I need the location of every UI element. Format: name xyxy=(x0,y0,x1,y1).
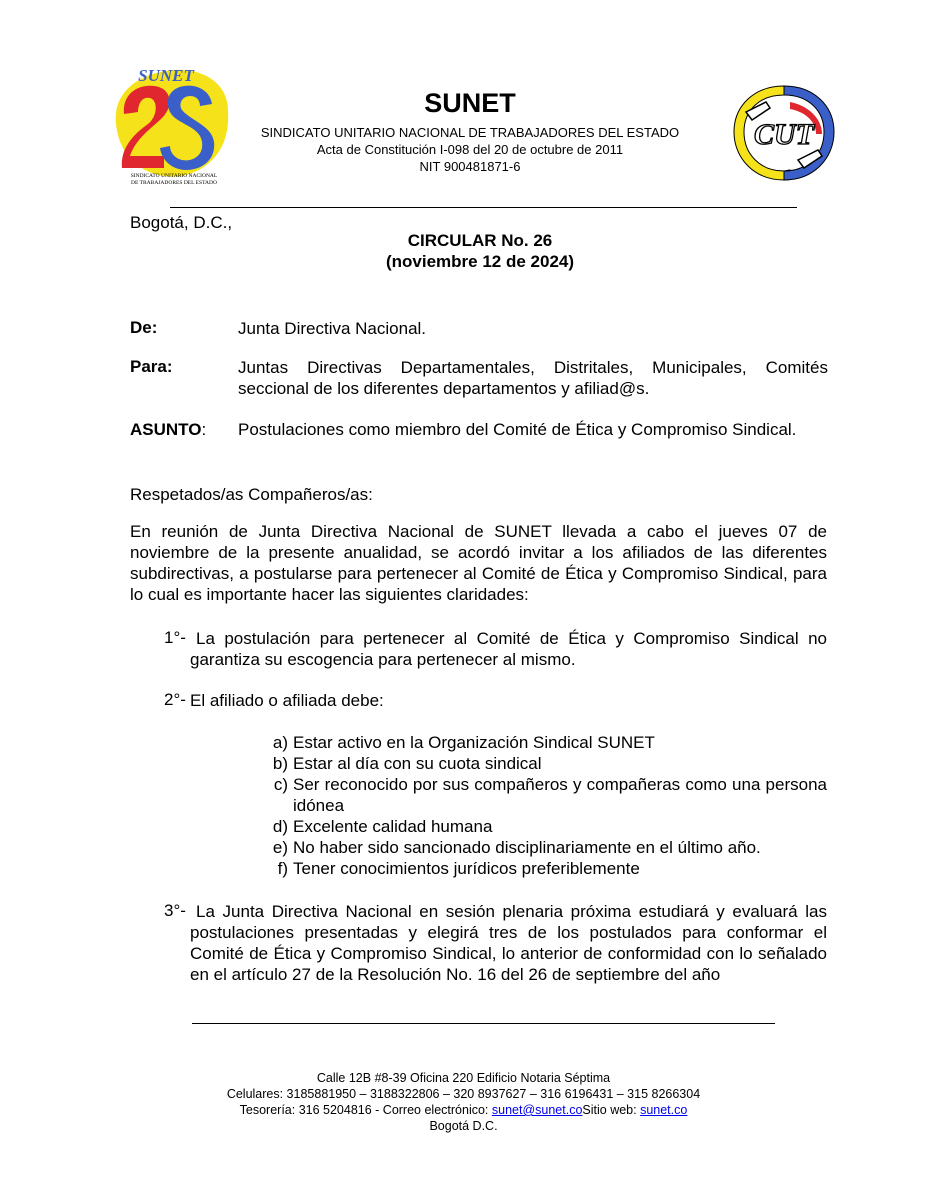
intro-paragraph: En reunión de Junta Directiva Nacional de SUNET llevada a cabo el jueves 07 de noviembre de la presente anualidad, se acordó invitar a los afiliados de las diferentes subdirectivas, a postularse para pertenecer al Comité de Ética y Compromiso Sindical, para lo cual es importante hacer las siguientes claridades: xyxy=(130,522,827,604)
list-item: Ser reconocido por sus compañeros y compañeras como una persona idónea xyxy=(293,775,827,815)
list-letter: f) xyxy=(277,859,288,878)
to-value: Juntas Directivas Departamentales, Distritales, Municipales, Comités seccional de los diferentes departamentos y afiliad@s. xyxy=(238,358,828,398)
list-letter: e) xyxy=(272,838,288,857)
subject-label xyxy=(130,419,206,440)
point-number: 3°- xyxy=(164,901,186,920)
circular-date: (noviembre 12 de 2024) xyxy=(385,252,575,271)
sunet-logo xyxy=(104,64,234,188)
list-letter: a) xyxy=(272,733,288,752)
list-letter: c) xyxy=(273,775,288,794)
point-text: La postulación para pertenecer al Comité de Ética y Compromiso Sindical no garantiza su escogencia para pertenecer al mismo. xyxy=(190,629,827,669)
org-fullname: SINDICATO UNITARIO NACIONAL DE TRABAJADORES DEL ESTADO xyxy=(260,125,680,140)
list-item: Estar al día con su cuota sindical xyxy=(293,754,542,773)
header-divider xyxy=(170,207,797,208)
list-letter: b) xyxy=(272,754,288,773)
footer-city: Bogotá D.C. xyxy=(429,1119,498,1133)
treasury-text: Tesorería: 316 5204816 - Correo electrónico: xyxy=(239,1103,492,1117)
from-label: De: xyxy=(130,318,158,337)
point-text: El afiliado o afiliada debe: xyxy=(190,691,384,710)
email-link[interactable]: sunet@sunet.co xyxy=(491,1103,583,1117)
footer-divider xyxy=(192,1023,775,1024)
point-number: 2°- xyxy=(164,690,186,709)
to-label: Para: xyxy=(130,357,173,376)
logo-wordmark: SUNET xyxy=(138,66,194,85)
place: Bogotá, D.C., xyxy=(130,213,233,232)
site-label: Sitio web: xyxy=(582,1103,641,1117)
list-letter: d) xyxy=(272,817,288,836)
list-item: Estar activo en la Organización Sindical SUNET xyxy=(293,733,655,752)
point-text: La Junta Directiva Nacional en sesión plenaria próxima estudiará y evaluará las postulaciones presentadas y elegirá tres de los postulados para conformar el Comité de Ética y Compromiso Sindical, lo anterior de conformidad con lo señalado en el artículo 27 de la Resolución No. 16 del 26 de septiembre del año xyxy=(190,902,827,984)
footer-address: Calle 12B #8-39 Oficina 220 Edificio Notaria Séptima xyxy=(316,1071,611,1085)
org-nit: NIT 900481871-6 xyxy=(419,159,521,174)
website-link[interactable]: sunet.co xyxy=(640,1103,688,1117)
cut-logo xyxy=(726,82,842,184)
list-item: No haber sido sancionado disciplinariamente en el último año. xyxy=(293,838,761,857)
from-value: Junta Directiva Nacional. xyxy=(238,319,427,338)
org-title: SUNET xyxy=(424,88,516,118)
subject-label-text: ASUNTO xyxy=(130,420,202,439)
circular-title: CIRCULAR No. 26 xyxy=(407,231,553,250)
list-item: Excelente calidad humana xyxy=(293,817,493,836)
logo-caption: SINDICATO UNITARIO NACIONAL xyxy=(130,173,218,179)
list-item: Tener conocimientos jurídicos preferiblemente xyxy=(293,859,640,878)
subject-colon: : xyxy=(201,420,207,439)
org-constitution: Acta de Constitución I-098 del 20 de octubre de 2011 xyxy=(316,142,624,157)
logo-caption: DE TRABAJADORES DEL ESTADO xyxy=(131,180,217,186)
footer-contact xyxy=(150,1102,777,1118)
greeting: Respetados/as Compañeros/as: xyxy=(130,485,373,504)
footer-phones: Celulares: 3185881950 – 3188322806 – 320 8937627 – 316 6196431 – 315 8266304 xyxy=(226,1087,701,1101)
subject-value: Postulaciones como miembro del Comité de Ética y Compromiso Sindical. xyxy=(238,420,797,439)
cut-wordmark: CUT xyxy=(754,118,814,151)
point-number: 1°- xyxy=(164,628,186,647)
